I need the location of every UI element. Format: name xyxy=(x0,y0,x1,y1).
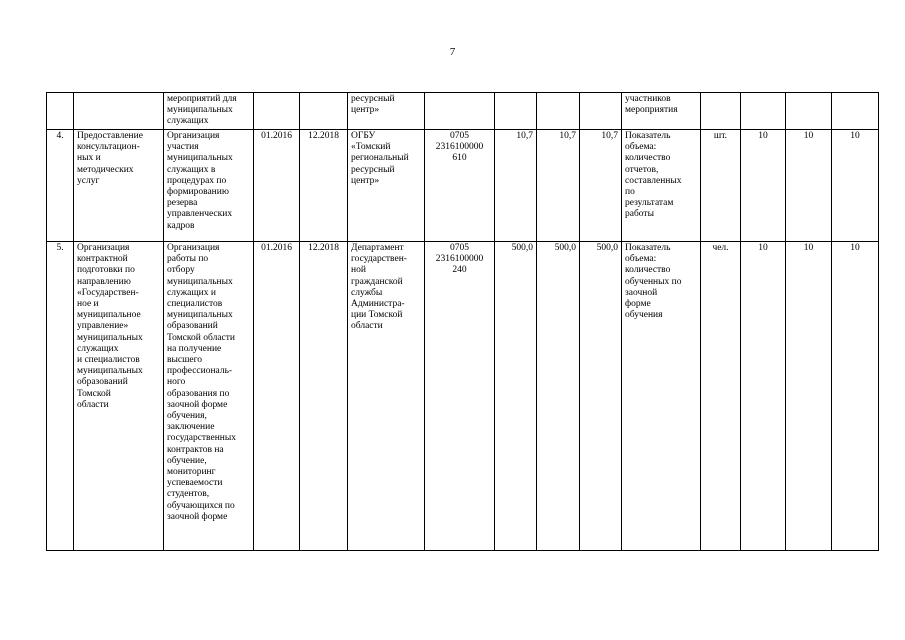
indicator-value-2016-cell: 10 xyxy=(741,130,786,242)
indicator-value-2017-cell: 10 xyxy=(786,242,832,551)
unit-cell: шт. xyxy=(701,130,741,242)
funding-2017-cell: 10,7 xyxy=(580,130,622,242)
executor-cell: ОГБУ «Томский региональный ресурсный центр» xyxy=(348,130,425,242)
funding-total-cell xyxy=(495,93,537,130)
budget-code-cell: 0705 2316100000 610 xyxy=(425,130,495,242)
row-number-cell: 5. xyxy=(47,242,74,551)
row-number-cell xyxy=(47,93,74,130)
activity-cell: Организация участия муниципальных служащих в процедурах по формированию резерва управленческих кадров xyxy=(164,130,254,242)
start-date-cell: 01.2016 xyxy=(254,130,300,242)
executor-cell: Департамент государствен- ной гражданской службы Администра- ции Томской области xyxy=(348,242,425,551)
activity-cell: Организация работы по отбору муниципальных служащих и специалистов муниципальных образований Томской области на получение высшего профессиональ- ного образования по заочной форме обучения, заключение государственных контрактов на обучение, мониторинг успеваемости студентов, обучающихся по заочной форме xyxy=(164,242,254,551)
task-cell xyxy=(74,93,164,130)
funding-2016-cell: 500,0 xyxy=(537,242,580,551)
unit-cell xyxy=(701,93,741,130)
indicator-cell: Показатель объема: количество обученных по заочной форме обучения xyxy=(622,242,701,551)
indicator-value-2017-cell: 10 xyxy=(786,130,832,242)
task-cell: Предоставление консультацион- ных и методических услуг xyxy=(74,130,164,242)
table-row xyxy=(47,93,879,130)
budget-code-cell: 0705 2316100000 240 xyxy=(425,242,495,551)
activity-cell: мероприятий для муниципальных служащих xyxy=(164,93,254,130)
end-date-cell: 12.2018 xyxy=(300,242,348,551)
indicator-value-2018-cell xyxy=(832,93,879,130)
end-date-cell xyxy=(300,93,348,130)
funding-total-cell: 10,7 xyxy=(495,130,537,242)
indicator-value-2018-cell: 10 xyxy=(832,130,879,242)
table-row xyxy=(47,242,879,551)
indicator-value-2017-cell xyxy=(786,93,832,130)
end-date-cell: 12.2018 xyxy=(300,130,348,242)
budget-code-cell xyxy=(425,93,495,130)
unit-cell: чел. xyxy=(701,242,741,551)
start-date-cell xyxy=(254,93,300,130)
page-number: 7 xyxy=(449,46,456,58)
indicator-value-2016-cell xyxy=(741,93,786,130)
row-number-cell: 4. xyxy=(47,130,74,242)
funding-2016-cell: 10,7 xyxy=(537,130,580,242)
indicator-value-2016-cell: 10 xyxy=(741,242,786,551)
indicator-cell: Показатель объема: количество отчетов, составленных по результатам работы xyxy=(622,130,701,242)
executor-cell: ресурсный центр» xyxy=(348,93,425,130)
table-row xyxy=(47,130,879,242)
funding-total-cell: 500,0 xyxy=(495,242,537,551)
task-cell: Организация контрактной подготовки по направлению «Государствен- ное и муниципальное управление» муниципальных служащих и специалистов муниципальных образований Томской области xyxy=(74,242,164,551)
program-activities-table xyxy=(46,92,879,551)
funding-2016-cell xyxy=(537,93,580,130)
funding-2017-cell xyxy=(580,93,622,130)
start-date-cell: 01.2016 xyxy=(254,242,300,551)
indicator-value-2018-cell: 10 xyxy=(832,242,879,551)
indicator-cell: участников мероприятия xyxy=(622,93,701,130)
funding-2017-cell: 500,0 xyxy=(580,242,622,551)
